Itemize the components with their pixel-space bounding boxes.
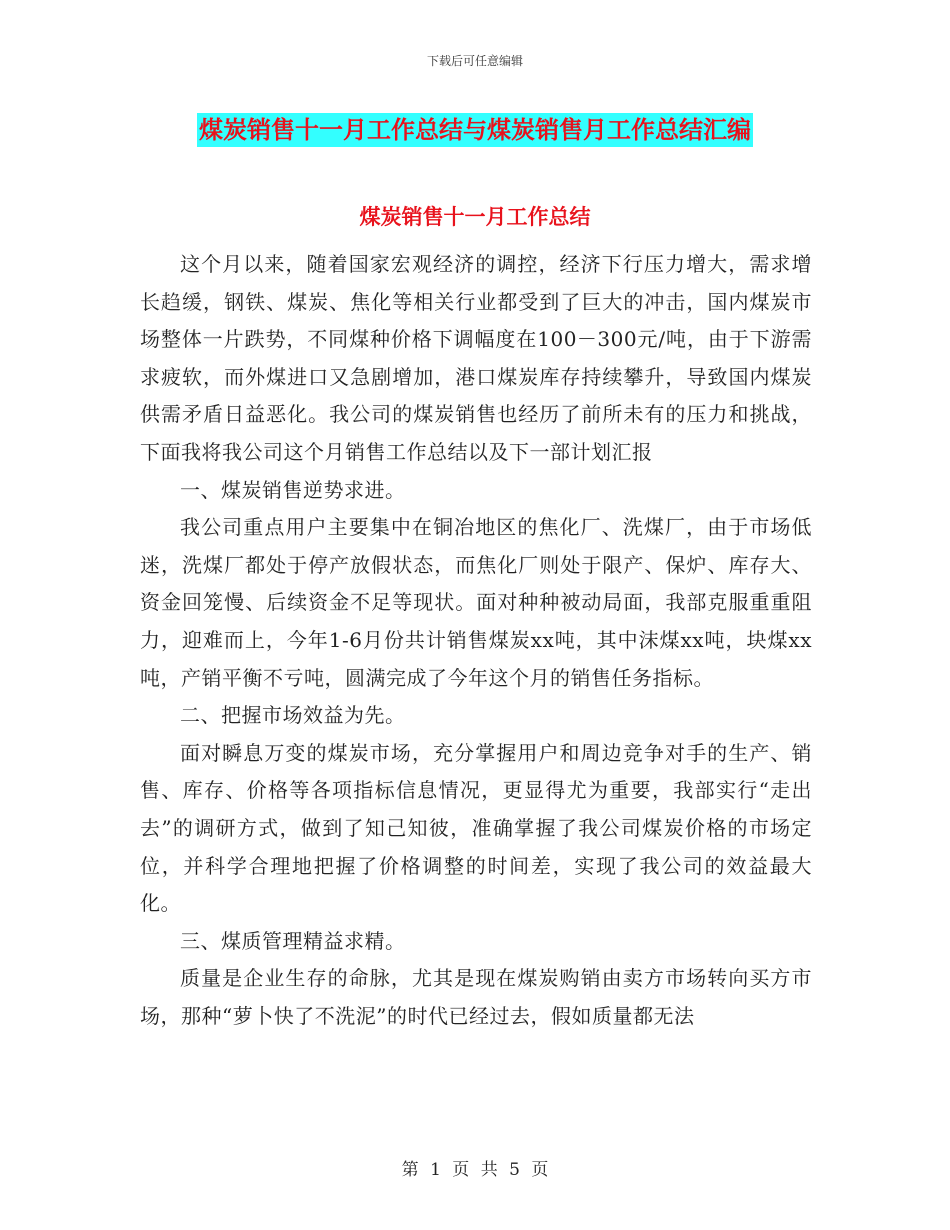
page-number: 第 1 页 共 5 页 <box>401 1160 549 1180</box>
page-header-note: 下载后可任意编辑 <box>426 54 523 68</box>
heading-section-3: 三、煤质管理精益求精。 <box>180 928 406 953</box>
main-title-container <box>0 113 950 147</box>
paragraph-section-1: 我公司重点用户主要集中在铜冶地区的焦化厂、洗煤厂，由于市场低迷，洗煤厂都处于停产放假状态，而焦化厂则处于限产、保炉、库存大、资金回笼慢、后续资金不足等现状。面对种种被动局面，我部克服重重阻力，迎难而上，今年1-6月份共计销售煤炭xx吨，其中沫煤xx吨，块煤xx吨，产销平衡不亏吨，圆满完成了今年这个月的销售任务指标。 <box>140 515 812 690</box>
paragraph-section-2: 面对瞬息万变的煤炭市场，充分掌握用户和周边竞争对手的生产、销售、库存、价格等各项指标信息情况，更显得尤为重要，我部实行“走出去”的调研方式，做到了知己知彼，准确掌握了我公司煤炭价格的市场定位，并科学合理地把握了价格调整的时间差，实现了我公司的效益最大化。 <box>140 740 812 916</box>
document-body <box>140 246 812 1035</box>
main-title: 煤炭销售十一月工作总结与煤炭销售月工作总结汇编 <box>197 113 753 147</box>
section-title: 煤炭销售十一月工作总结 <box>359 205 591 229</box>
paragraph-intro: 这个月以来，随着国家宏观经济的调控，经济下行压力增大，需求增长趋缓，钢铁、煤炭、焦化等相关行业都受到了巨大的冲击，国内煤炭市场整体一片跌势，不同煤种价格下调幅度在100－300元/吨，由于下游需求疲软，而外煤进口又急剧增加，港口煤炭库存持续攀升，导致国内煤炭供需矛盾日益恶化。我公司的煤炭销售也经历了前所未有的压力和挑战，下面我将我公司这个月销售工作总结以及下一部计划汇报 <box>140 252 812 464</box>
paragraph-section-3: 质量是企业生存的命脉，尤其是现在煤炭购销由卖方市场转向买方市场，那种“萝卜快了不洗泥”的时代已经过去，假如质量都无法 <box>140 966 812 1028</box>
heading-section-2: 二、把握市场效益为先。 <box>180 703 406 728</box>
heading-section-1: 一、煤炭销售逆势求进。 <box>180 477 406 502</box>
